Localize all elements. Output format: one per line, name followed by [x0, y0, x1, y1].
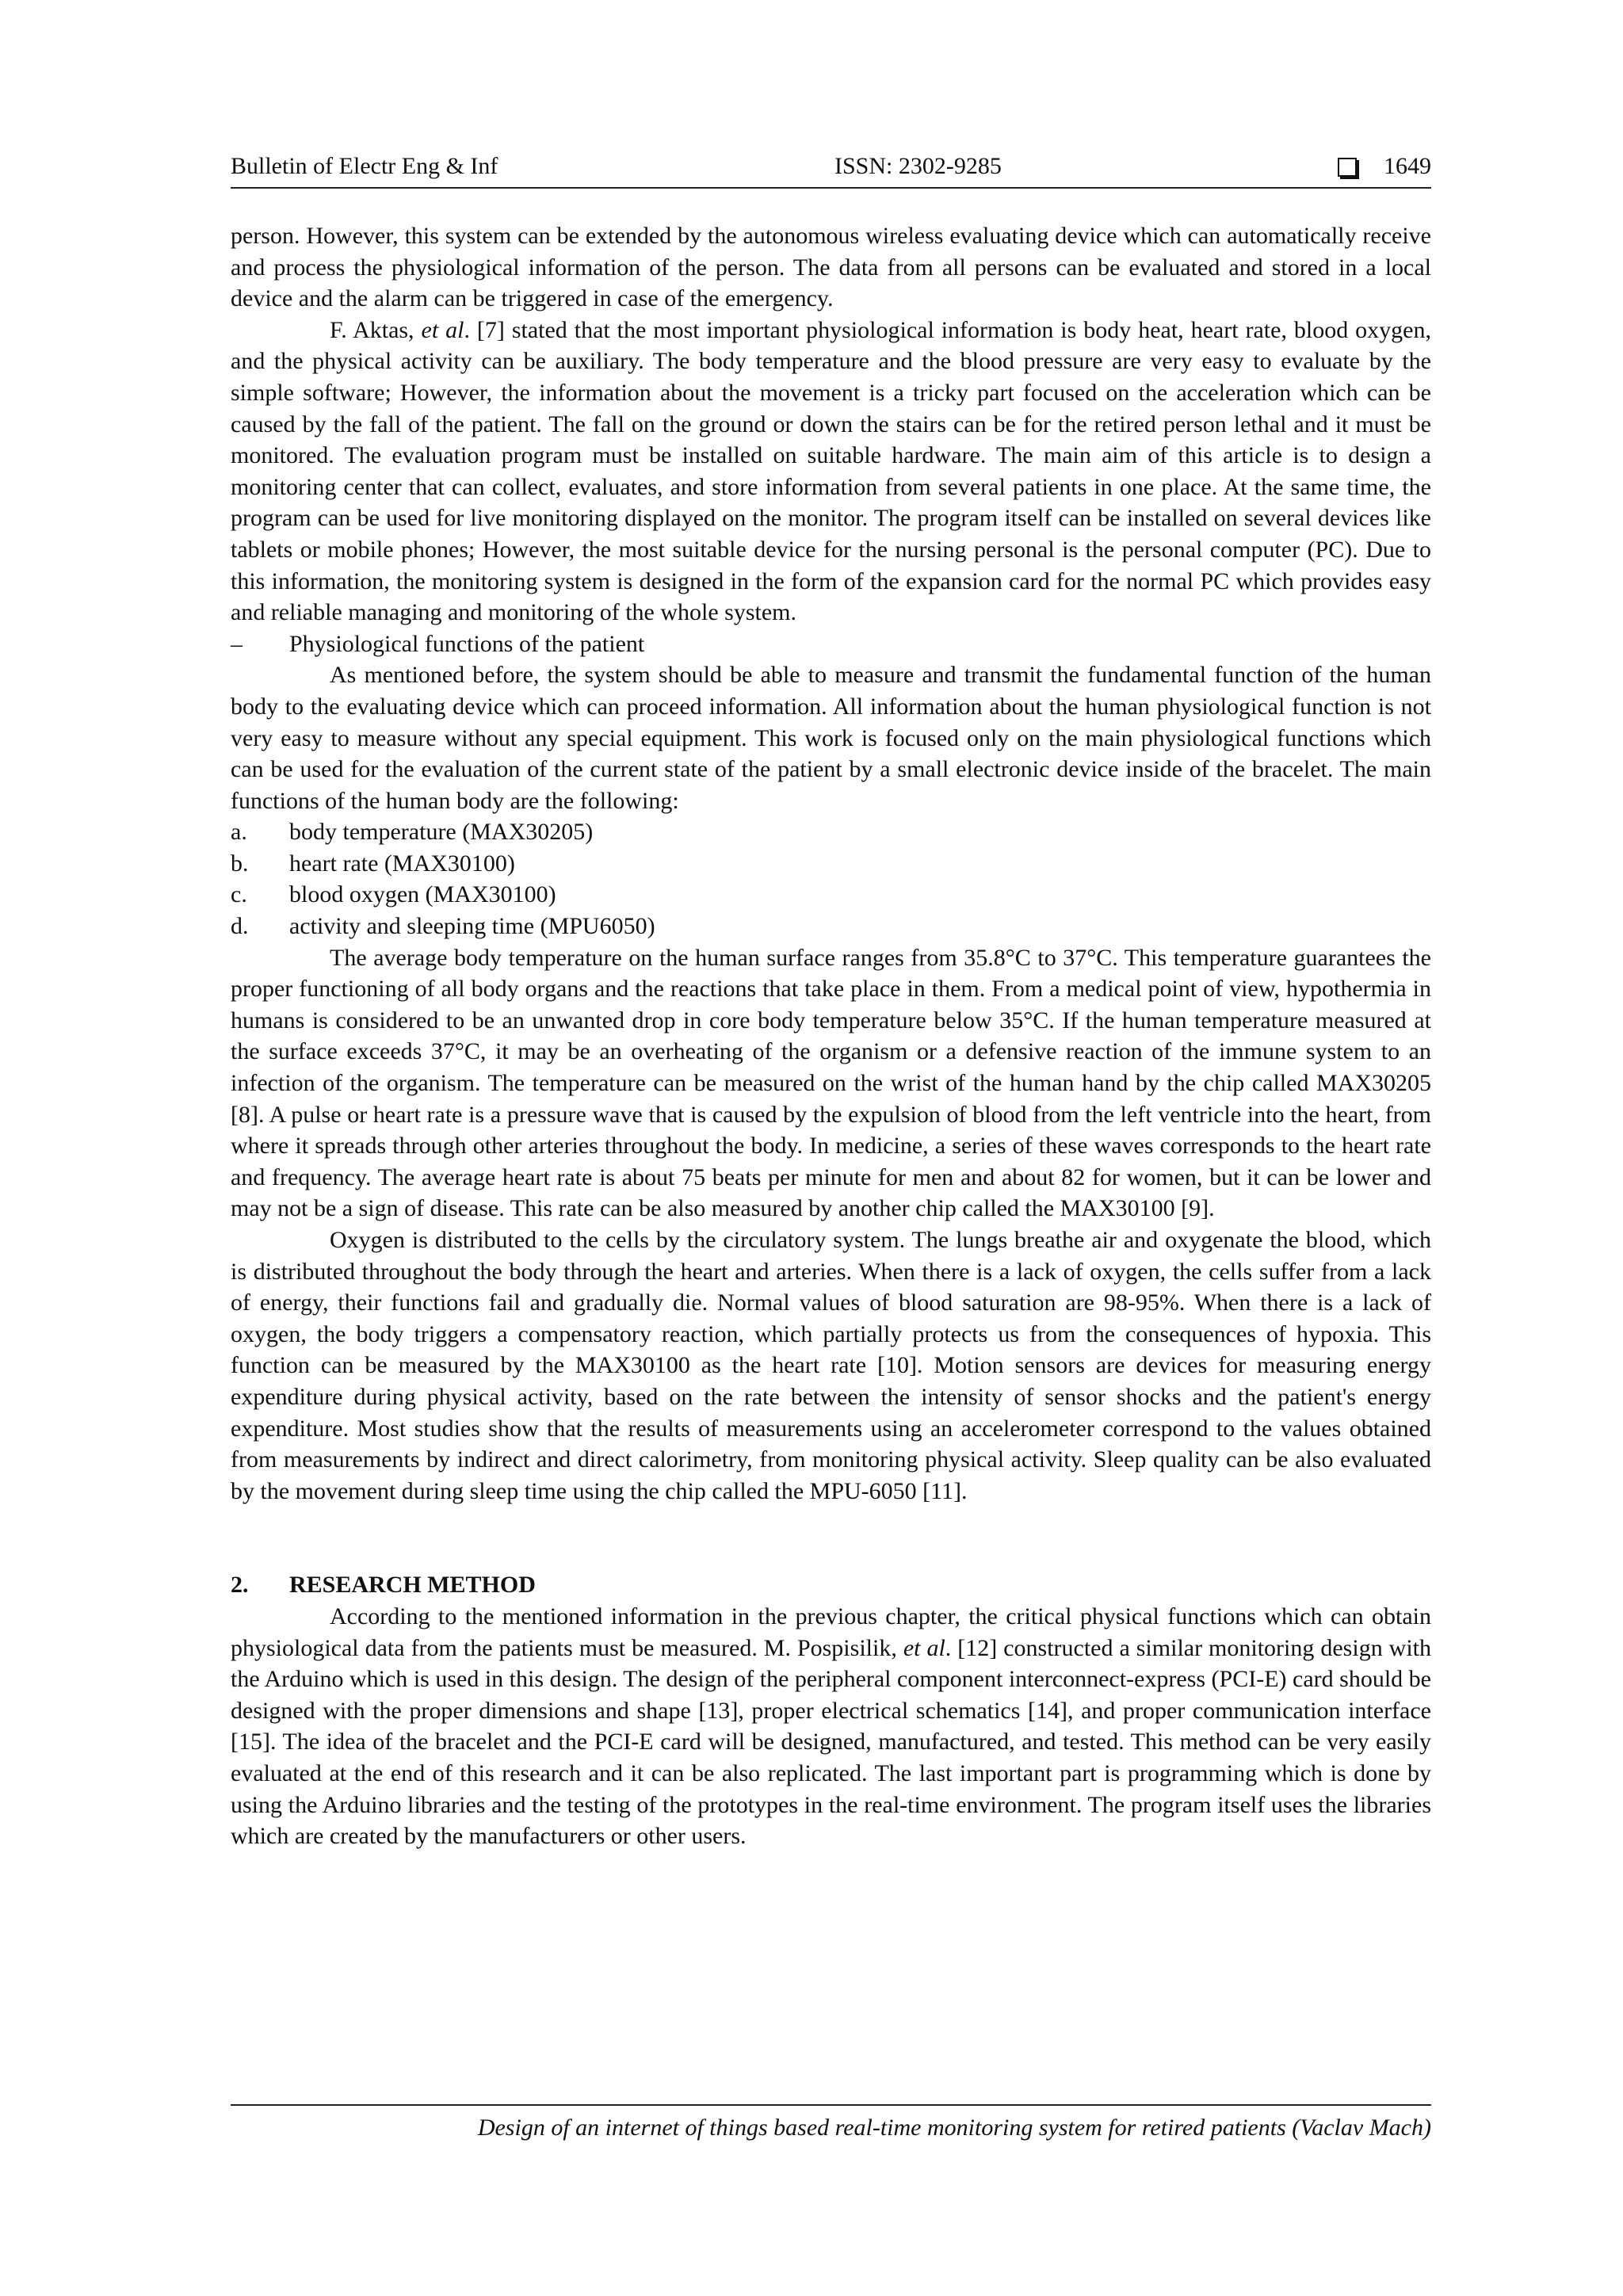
list-text: heart rate (MAX30100) — [289, 850, 515, 877]
list-marker: d. — [231, 913, 249, 940]
paragraph-4: The average body temperature on the human surface ranges from 35.8°C to 37°C. This temperature guarantees the proper functioning of all body organs and the reactions that take place in them. From a medical point of view, hypothermia in humans is considered to be an unwanted drop in core body temperature below 35°C. If the human temperature measured at the surface exceeds 37°C, it may be an overheating of the organism or a defensive reaction of the immune system to an infection of the organism. The temperature can be measured on the wrist of the human hand by the chip called MAX30205 [8]. A pulse or heart rate is a pressure wave that is caused by the expulsion of blood from the left ventricle into the heart, from where it spreads through other arteries throughout the body. In medicine, a series of these waves corresponds to the heart rate and frequency. The average heart rate is about 75 beats per minute for men and about 82 for women, but it can be lower and may not be a sign of disease. This rate can be also measured by another chip called the MAX30100 [9]. — [231, 944, 1431, 1222]
running-footer: Design of an internet of things based real-time monitoring system for retired patients (Vaclav Mach) — [477, 2115, 1431, 2141]
dash-marker: – — [231, 630, 242, 657]
section-number: 2. — [231, 1572, 249, 1599]
page-number-group — [1338, 151, 1431, 182]
paragraph-2-text: . [7] stated that the most important physiological information is body heat, heart rate, blood oxygen, and the physical activity can be auxiliary. The body temperature and the blood pressure are very easy to evaluate by the simple software; However, the information about the movement is a tricky part focused on the acceleration which can be caused by the fall of the patient. The fall on the ground or down the stairs can be for the retired person lethal and it must be monitored. The evaluation program must be installed on suitable hardware. The main aim of this article is to design a monitoring center that can collect, evaluates, and store information from several patients in one place. At the same time, the program can be used for live monitoring displayed on the monitor. The program itself can be installed on several devices like tablets or mobile phones; However, the most suitable device for the nursing personal is the personal computer (PC). Due to this information, the monitoring system is designed in the form of the expansion card for the normal PC which provides easy and reliable managing and monitoring of the whole system. — [231, 316, 1431, 626]
et-al: et al — [421, 316, 464, 343]
paragraph-6-text: . [12] constructed a similar monitoring design with the Arduino which is used in this design. The design of the peripheral component interconnect-express (PCI-E) card should be designed with the proper dimensions and shape [13], proper electrical schematics [14], and proper communication interface [15]. The idea of the bracelet and the PCI-E card will be designed, manufactured, and tested. This method can be very easily evaluated at the end of this research and it can be also replicated. The last important part is programming which is done by using the Arduino libraries and the testing of the prototypes in the real-time environment. The program itself uses the libraries which are created by the manufacturers or other users. — [231, 1634, 1431, 1850]
paragraph-3: As mentioned before, the system should be able to measure and transmit the fundamental function of the human body to the evaluating device which can proceed information. All information about the human physiological function is not very easy to measure without any special equipment. This work is focused only on the main physiological functions which can be used for the evaluation of the current state of the patient by a small electronic device inside of the bracelet. The main functions of the human body are the following: — [231, 662, 1431, 814]
journal-name: Bulletin of Electr Eng & Inf — [231, 153, 498, 179]
page-number: 1649 — [1384, 153, 1431, 179]
issn: ISSN: 2302-9285 — [834, 153, 1002, 179]
list-item — [231, 911, 1431, 942]
list-marker: c. — [231, 881, 247, 908]
et-al: et al — [903, 1634, 945, 1661]
author-ref: F. Aktas, — [330, 316, 422, 343]
header-rule — [231, 187, 1431, 189]
paragraph-5: Oxygen is distributed to the cells by the circulatory system. The lungs breathe air and oxygenate the blood, which is distributed throughout the body through the heart and arteries. When there is a lack of oxygen, the cells suffer from a lack of energy, their functions fail and gradually die. Normal values of blood saturation are 98-95%. When there is a lack of oxygen, the body triggers a compensatory reaction, which partially protects us from the consequences of hypoxia. This function can be measured by the MAX30100 as the heart rate [10]. Motion sensors are devices for measuring energy expenditure during physical activity, based on the rate between the intensity of sensor shocks and the patient's energy expenditure. Most studies show that the results of measurements using an accelerometer correspond to the values obtained from measurements by indirect and direct calorimetry, from monitoring physical activity. Sleep quality can be also evaluated by the movement during sleep time using the chip called the MPU-6050 [11]. — [231, 1227, 1431, 1504]
list-item — [231, 879, 1431, 911]
list-item — [231, 848, 1431, 880]
page — [231, 151, 1431, 1850]
list-item — [231, 816, 1431, 848]
paragraph-6-start: According to the mentioned information in the previous chapter, the critical physical functions which can obtain physiological data from the patients must be measured. M. Pospisilik, — [231, 1603, 1431, 1661]
bullet-item — [231, 628, 1431, 660]
list-marker: b. — [231, 850, 249, 877]
square-bullet-icon — [1338, 158, 1357, 177]
section-heading — [231, 1569, 1431, 1601]
footer-rule — [231, 2104, 1431, 2106]
paragraph-1: person. However, this system can be extended by the autonomous wireless evaluating device which can automatically receive and process the physiological information of the person. The data from all persons can be evaluated and stored in a local device and the alarm can be triggered in case of the emergency. — [231, 223, 1431, 312]
paragraph-6 — [231, 1601, 1431, 1852]
paragraph-2 — [231, 315, 1431, 628]
list-text: blood oxygen (MAX30100) — [289, 881, 556, 908]
bullet-text: Physiological functions of the patient — [289, 630, 645, 657]
list-text: body temperature (MAX30205) — [289, 819, 594, 846]
section-title: RESEARCH METHOD — [289, 1572, 536, 1599]
running-header — [231, 151, 1431, 187]
list-marker: a. — [231, 819, 247, 846]
list-text: activity and sleeping time (MPU6050) — [289, 913, 655, 940]
body-text — [231, 220, 1431, 1852]
